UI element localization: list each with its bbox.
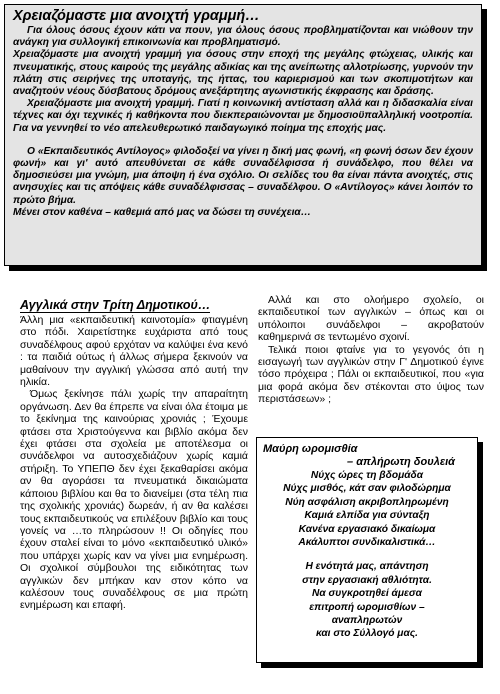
editorial-paragraph-2: Χρειαζόμαστε μια ανοιχτή γραμμή για όσους στην εποχή της μεγάλης φτώχειας, υλικής και πνευματικής, στους καιρούς της μεγάλης αδικίας και της ανείπωτης αλλοτρίωσης, γυρνούν την πλάτη στις σειρήνες της υποταγής, της ήττας, του καριερισμού και των σκοπιμοτήτων και αναζητούν νέους δύσβατους δρόμους ανεξάρτητης αγωνιστικής έκφρασης και δράσης. [13, 49, 473, 98]
editorial-box [4, 4, 482, 266]
editorial-text [13, 25, 473, 219]
box-title: Μαύρη ωρομισθία [263, 443, 358, 455]
editorial-paragraph-3: Χρειαζόμαστε μια ανοιχτή γραμμή. Γιατί η κοινωνική αντίσταση αλλά και η διδασκαλία είναι τέχνες και όχι τεχνικές ή καθήκοντα που διεκπεραιώνονται με δημοσιοϋπαλληλική νοοτροπία. Για να γεννηθεί το νέο απελευθερωτικό παιδαγωγικό ποίημα της εποχής μας. [13, 98, 473, 134]
article-column-left [20, 296, 248, 694]
poem-line: επιτροπή ωρομισθίων – [309, 601, 425, 613]
poem-line: Νύη ασφάλιση ακριβοπληρωμένη [285, 496, 449, 508]
box-poem-part-1 [263, 469, 471, 549]
article-title: Αγγλικά στην Τρίτη Δημοτικού… [20, 298, 211, 312]
article-column-right [258, 294, 484, 406]
editorial-paragraph-4: Ο «Εκπαιδευτικός Αντίλογος» φιλοδοξεί να γίνει η δική μας φωνή, «η φωνή όσων δεν έχουν φωνή» και γι' αυτό απευθύνεται σε κάθε συναδέλφισσα ή συνάδελφο, που θέλει να δημοσιεύσει μια γνώμη, μια άποψη ή ένα σχόλιο. Οι σελίδες του θα είναι πάντα ανοιχτές, στις ανησυχίες και τις απόψεις κάθε συναδέλφισσας – συναδέλφου. Ο «Αντίλογος» κάνει λοιπόν το πρώτο βήμα. [13, 145, 473, 206]
poem-line: στην εργασιακή αθλιότητα. [302, 574, 432, 586]
box-poem-part-2 [263, 560, 471, 640]
poem-line: Καμιά ελπίδα για σύνταξη [304, 510, 430, 522]
poem-line: Νύχς ώρες τη βδομάδα [310, 470, 424, 481]
article-body [20, 314, 248, 694]
poem-line: Η ενότητά μας, απάντηση [305, 561, 429, 573]
poem-line: Να συγκροτηθεί άμεσα [312, 588, 422, 600]
poem-line: και στο Σύλλογό μας. [315, 628, 419, 640]
article-paragraph-1: Άλλη μια «εκπαιδευτική καινοτομία» φτιαγμένη στο πόδι. Χαιρετίστηκε ευχάριστα από τους συναδέλφους αφού ερχόταν να καλύψει ένα κενό : τα παιδιά ούτως ή άλλως σήμερα ξεκινούν να μαθαίνουν την αγγλική γλώσσα από αυτή την ηλικία. [20, 314, 248, 389]
box-subtitle: – απλήρωτη δουλειά [347, 456, 455, 468]
hourly-work-box [256, 437, 478, 663]
editorial-title: Χρειαζόμαστε μια ανοιχτή γραμμή… [13, 8, 260, 24]
article-paragraph-3: Αλλά και στο ολοήμερο σχολείο, οι εκπαιδευτικοί των αγγλικών – όπως και οι υπόλοιποι συνάδελφοι – ακροβατούν καθημερινά σε τεντωμένο σχοινί. [258, 294, 484, 344]
poem-line: Νύχς μισθός, κάτ σαν φιλοδώρημα [283, 483, 451, 495]
poem-line: αναπληρωτών [331, 615, 403, 627]
editorial-paragraph-5: Μένει στον καθένα – καθεμιά από μας να δώσει τη συνέχεια… [13, 206, 311, 218]
article-paragraph-4: Τελικά ποιοι φταίνε για το γεγονός ότι η εισαγωγή των αγγλικών στην Γ' Δημοτικού έγινε τόσο πρόχειρα ; Πάλι οι εκπαιδευτικοί, που «για μια φορά ακόμα δεν στέκονται στο ύψος των περιστάσεων» ; [258, 343, 484, 406]
poem-line: Κανένα εργασιακό δικαίωμα [298, 523, 436, 535]
article-paragraph-2: Όμως ξεκίνησε πάλι χωρίς την απαραίτητη οργάνωση. Δεν θα έπρεπε να είναι όλα έτοιμα με το ξεκίνημα της καινούριας χρονιάς ; Έχουμε φτάσει στα Χριστούγεννα και βιβλίο ακόμα δεν έχει φτάσει στα σχολεία με αποτέλεσμα οι συνάδελφοι να αυτοσχεδιάζουν χωρίς καμιά στήριξη. Το ΥΠΕΠΘ δεν έχει ξεκαθαρίσει ακόμα αν θα αγοράσει τα πνευματικά δικαιώματα κάποιου βιβλίου και θα το διανείμει (στα τέλη πια της σχολικής χρονιάς) δωρεάν, ή αν θα καλέσει τους εκπαιδευτικούς να επιλέξουν βιβλίο και τους γονείς να …το πληρώσουν !! Οι οδηγίες που έχουν σταλεί είναι το μόνο «εκπαιδευτικό υλικό» που υπάρχει χωρίς καν να γίνει μια ενημέρωση. Οι σχολικοί σύμβουλοι της ειδικότητας των αγγλικών δεν μπήκαν καν στον κόπο να καλέσουν τους συναδέλφους σε μια πρώτη ενημέρωση και επαφή. [20, 388, 248, 612]
article-body-continued [258, 294, 484, 406]
editorial-paragraph-1: Για όλους όσους έχουν κάτι να πουν, για όλους όσους προβληματίζονται και νιώθουν την ανάγκη για συλλογική επικοινωνία και προβληματισμό. [13, 25, 473, 49]
poem-line: Ακάλυπτοι συνδικαλιστικά… [298, 537, 436, 549]
